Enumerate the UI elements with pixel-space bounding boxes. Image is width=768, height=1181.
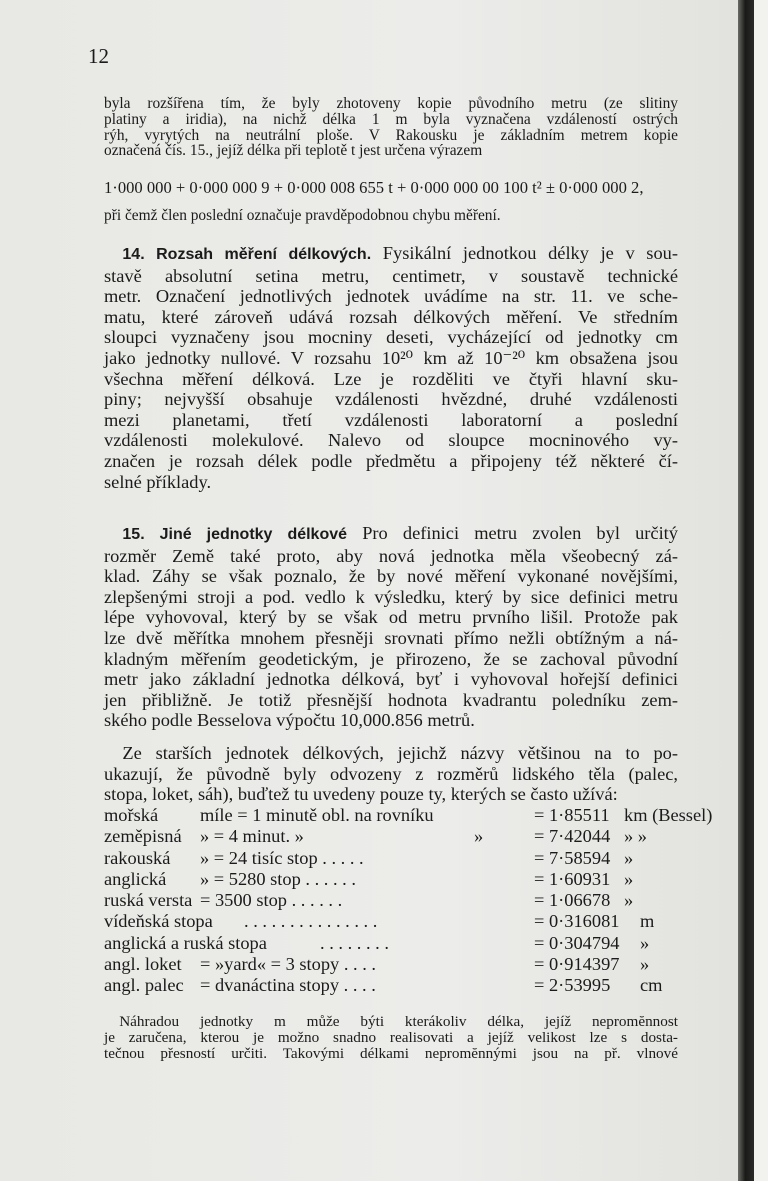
text-line: vzdálenosti molekulové. Nalevo od sloupce mocninového vy-	[104, 430, 678, 451]
unit-value: = 1·85511	[534, 805, 610, 825]
text-line: zlepšenými stroji a pod. vedlo k výsledku, který by sice definici metru	[104, 586, 678, 607]
unit-ditto: »	[474, 826, 484, 847]
unit-definition: » = 5280 stop . . . . . .	[200, 868, 356, 889]
length-units-table	[104, 805, 713, 997]
text-line: Náhradou jednotky m může býti kterákoliv délka, jejíž nepromĕnnost	[119, 1013, 678, 1030]
table-row	[104, 911, 684, 932]
unit-symbol: »	[624, 847, 634, 868]
text-line: ukazují, že původně byly odvozeny z rozměrů lidského těla (palec,	[104, 763, 678, 784]
scan-margin	[754, 0, 768, 1181]
unit-name: angl. palec	[104, 975, 184, 996]
text-line: rýh, vyrytých na neutrální ploše. V Rakousku je základním metrem kopie	[104, 126, 678, 144]
text-line: jen přibližně. Je totiž přesnější hodnota kvadrantu poledníku zem-	[104, 689, 678, 710]
text-line: stavě absolutní setina metru, centimetr, v soustavě technické	[104, 265, 678, 286]
text-line: Ze starších jednotek délkových, jejichž názvy většinou na to po-	[122, 743, 678, 763]
unit-value: = 0·914397	[534, 954, 620, 975]
section-heading: 14. Rozsah měření délkových.	[122, 246, 372, 263]
table-row	[104, 933, 684, 954]
unit-value: = 1·60931	[534, 868, 611, 889]
intro-paragraph	[104, 96, 678, 159]
section-heading: 15. Jiné jednotky délkové	[122, 526, 348, 543]
text-line: lze dvě měřítka mnohem přesněji srovnati přímo nežli obtížným a ná-	[104, 627, 678, 648]
unit-definition: » = 24 tisíc stop . . . . .	[200, 847, 364, 868]
table-row	[104, 954, 684, 975]
unit-definition: . . . . . . . .	[320, 932, 389, 953]
unit-symbol: »	[624, 868, 634, 889]
text-line	[104, 523, 678, 546]
unit-name: ruská versta	[104, 890, 193, 911]
unit-symbol: km (Bessel)	[624, 805, 713, 825]
unit-definition: míle = 1 minutě obl. na rovníku	[200, 805, 434, 825]
unit-value: = 1·06678	[534, 890, 611, 911]
text-line: metr jako základní jednotka délková, byť i vyhovoval hořejší definici	[104, 669, 678, 690]
unit-definition: = »yard« = 3 stopy . . . .	[200, 954, 377, 975]
unit-definition: = 3500 stop . . . . . .	[200, 890, 343, 911]
text-line: sloupci vyznačeny jsou mocniny deseti, vycházející od jednotky cm	[104, 327, 678, 348]
unit-name: mořská	[104, 805, 159, 825]
unit-value: = 7·42044	[534, 826, 611, 847]
unit-symbol: » »	[624, 826, 647, 847]
text-line: je zaručena, kterou je možno snadno realisovati a jejíž velikost lze s dosta-	[104, 1029, 678, 1046]
text-line: stopa, loket, sáh), buďtež tu uvedeny pouze ty, kterých se často užívá:	[104, 784, 618, 805]
text-line: mezi planetami, třetí vzdálenosti laboratorní a poslední	[104, 409, 678, 430]
table-row	[104, 826, 684, 847]
table-row	[104, 805, 713, 826]
text-line: matu, které zároveň udává rozsah délkových měření. Ve středním	[104, 306, 678, 327]
unit-name: anglická	[104, 868, 167, 889]
unit-name: zeměpisná	[104, 826, 182, 847]
text-line: ského podle Besselova výpočtu 10,000.856 metrů.	[104, 710, 475, 731]
text-line: selné příklady.	[104, 471, 212, 492]
section-15	[104, 523, 678, 731]
section-text: Fysikální jednotkou délky je v sou-	[382, 243, 678, 263]
unit-name: anglická a ruská stopa	[104, 932, 267, 953]
unit-symbol: »	[640, 932, 650, 953]
text-line: všechna měření délková. Lze je rozděliti ve čtyři hlavní sku-	[104, 368, 678, 389]
page-number: 12	[88, 44, 109, 68]
unit-name: angl. loket	[104, 954, 182, 975]
table-row	[104, 975, 684, 996]
text-line: platiny a iridia), na nichž délka 1 m byla vyznačena vzdáleností ostrých	[104, 110, 678, 128]
text-line: kladným měřením geodetickým, je přirozeno, že se zachoval původní	[104, 648, 678, 669]
book-spine-shadow	[738, 0, 754, 1181]
text-line: jako jednotky nullové. V rozsahu 10²⁰ km až 10⁻²⁰ km obsažena jsou	[104, 347, 678, 368]
unit-definition: . . . . . . . . . . . . . . .	[244, 911, 378, 932]
unit-symbol: »	[640, 954, 650, 975]
text-line: značen je rozsah délek podle předmětu a připojeny též některé čí-	[104, 450, 678, 471]
unit-symbol: »	[624, 890, 634, 911]
table-row	[104, 890, 684, 911]
unit-value: = 0·304794	[534, 932, 620, 953]
unit-symbol: cm	[640, 975, 663, 996]
text-line: lépe vyhovoval, který by se však od metru prvního lišil. Protože pak	[104, 607, 678, 628]
text-line: tečnou přesností určiti. Takovými délkami nepromĕnnými jsou na př. vlnové	[104, 1045, 678, 1062]
section-14	[104, 243, 678, 492]
text-line: rozměr Země také proto, aby nová jednotka měla všeobecný zá-	[104, 545, 678, 566]
table-row	[104, 869, 684, 890]
text-line: klad. Záhy se však poznalo, že by nové měření vykonané novějšími,	[104, 566, 678, 587]
old-units-paragraph	[104, 743, 678, 805]
unit-definition: » = 4 minut. »	[200, 826, 304, 847]
footnote-paragraph	[104, 1014, 678, 1062]
section-text: Pro definici metru zvolen byl určitý	[362, 523, 678, 543]
unit-value: = 0·316081	[534, 911, 620, 932]
table-row	[104, 848, 684, 869]
unit-name: rakouská	[104, 847, 171, 868]
length-formula: 1·000 000 + 0·000 000 9 + 0·000 008 655 t + 0·000 000 00 100 t² ± 0·000 000 2,	[104, 178, 644, 197]
unit-value: = 7·58594	[534, 847, 611, 868]
formula-note: při čemž člen poslední označuje pravděpodobnou chybu měření.	[104, 207, 501, 224]
text-line: byla rozšířena tím, že byly zhotoveny kopie původního metru (ze slitiny	[104, 95, 678, 112]
text-line: metr. Označení jednotlivých jednotek uvádíme na str. 11. ve sche-	[104, 286, 678, 307]
unit-value: = 2·53995	[534, 975, 611, 996]
text-line: piny; nejvyšší obsahuje vzdálenosti hvězdné, druhé vzdálenosti	[104, 389, 678, 410]
text-line: označená čís. 15., jejíž délka při teplotě t jest určena výrazem	[104, 142, 483, 160]
text-line	[104, 243, 678, 266]
unit-definition: = dvanáctina stopy . . . .	[200, 975, 376, 996]
unit-name: vídeňská stopa	[104, 911, 213, 932]
unit-symbol: m	[640, 911, 655, 932]
